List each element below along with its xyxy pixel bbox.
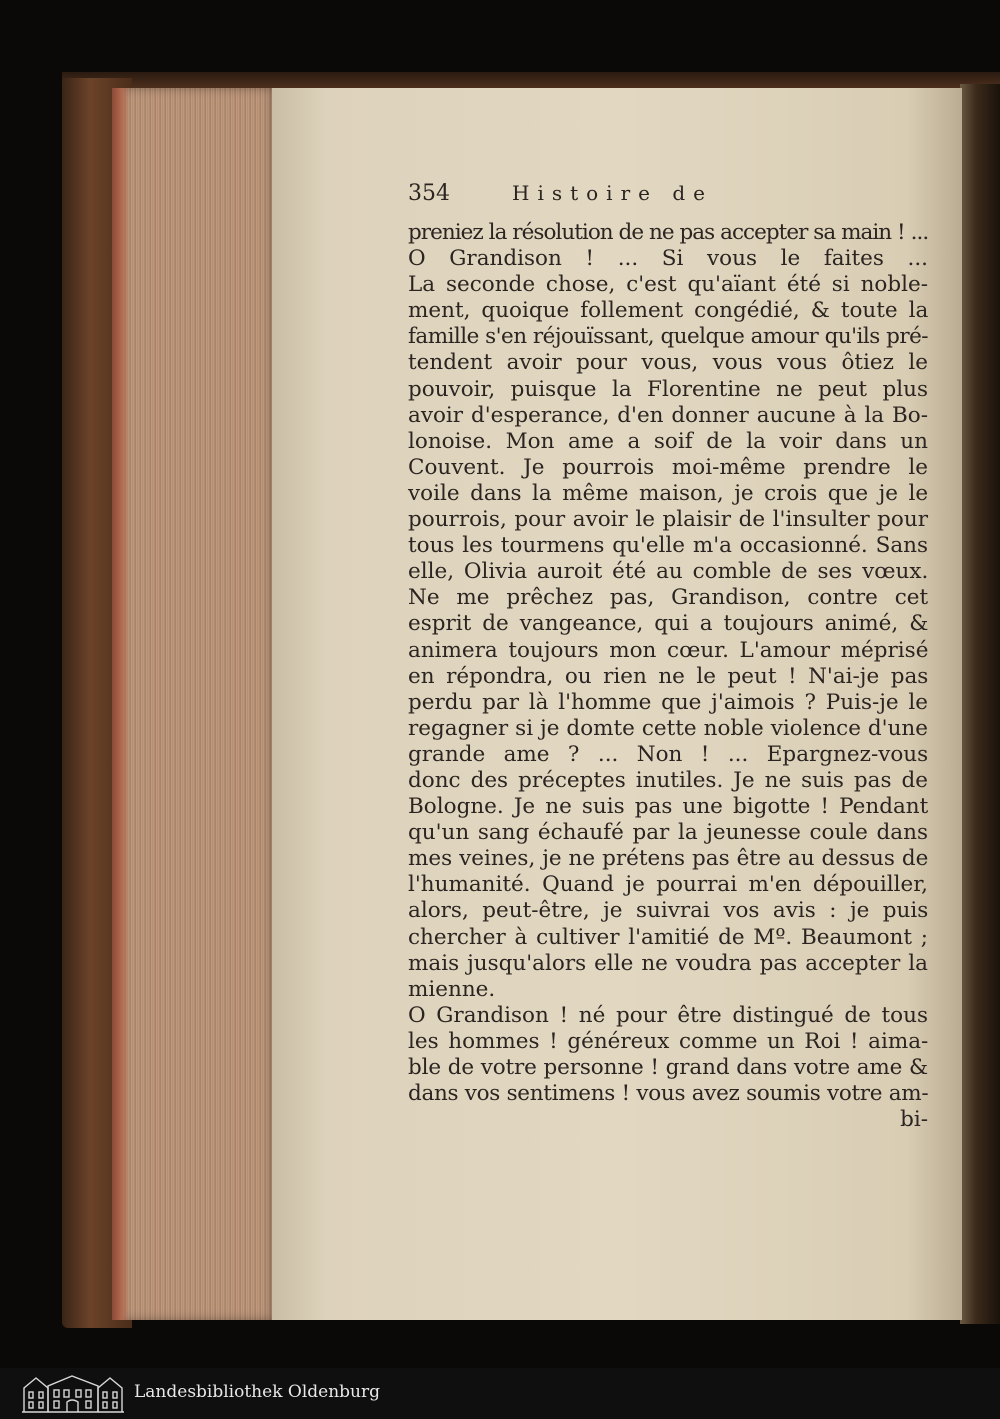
text-line: qu'un sang échaufé par la jeunesse coule dans (408, 820, 928, 846)
page-number: 354 (408, 181, 450, 206)
text-line: voile dans la même maison, je crois que je le (408, 480, 929, 506)
text-line: ble de votre personne ! grand dans votre ame & (408, 1055, 928, 1080)
running-head-title: Histoire de (512, 181, 713, 205)
text-line: lonoise. Mon ame a soif de la voir dans un (408, 428, 928, 454)
text-line: les hommes ! généreux comme un Roi ! aima- (408, 1028, 929, 1054)
text-line: preniez la résolution de ne pas accepter sa main ! ... (408, 220, 929, 245)
text-line: elle, Olivia auroit été au comble de ses vœux. (408, 559, 929, 585)
text-line: esprit de vangeance, qui a toujours animé, & (408, 611, 929, 637)
text-line: famille s'en réjouïssant, quelque amour qu'ils pré- (408, 324, 928, 350)
text-line: La seconde chose, c'est qu'aïant été si noble- (408, 272, 928, 298)
catchword: bi- (900, 1107, 928, 1133)
text-line: pouvoir, puisque la Florentine ne peut plus (408, 376, 928, 402)
library-building-icon (22, 1374, 124, 1414)
text-line: donc des préceptes inutiles. Je ne suis pas de (408, 767, 928, 793)
text-line: grande ame ? ... Non ! ... Epargnez-vous (408, 741, 929, 767)
text-lines (408, 220, 928, 1107)
text-line: tous les tourmens qu'elle m'a occasionné. Sans (408, 533, 929, 559)
page-block-edges (112, 88, 278, 1320)
text-line: mienne. (408, 976, 496, 1002)
text-line: en répondra, ou rien ne le peut ! N'ai-je pas (408, 663, 929, 689)
text-line: mes veines, je ne prétens pas être au dessus de (408, 846, 929, 872)
text-line: Ne me prêchez pas, Grandison, contre cet (408, 585, 929, 611)
facing-page-edge (960, 84, 1000, 1324)
text-line: O Grandison ! né pour être distingué de tous (408, 1002, 928, 1028)
text-line: ment, quoique follement congédié, & toute la (408, 298, 929, 324)
text-line: Couvent. Je pourrois moi-même prendre le (408, 454, 928, 480)
text-line: perdu par là l'homme que j'aimois ? Puis-je le (408, 689, 928, 715)
text-line: O Grandison ! ... Si vous le faites ... (408, 246, 928, 272)
text-line: l'humanité. Quand je pourrai m'en dépouiller, (408, 872, 928, 898)
text-line: chercher à cultiver l'amitié de Mº. Beaumont ; (408, 924, 928, 950)
library-name: Landesbibliothek Oldenburg (134, 1382, 381, 1402)
text-line: animera toujours mon cœur. L'amour méprisé (408, 637, 929, 663)
text-line: tendent avoir pour vous, vous vous ôtiez le (408, 350, 928, 376)
text-line: regagner si je domte cette noble violence d'une (408, 715, 928, 741)
running-head (408, 180, 928, 210)
text-line: mais jusqu'alors elle ne voudra pas accepter la (408, 950, 928, 976)
footer-bar (0, 1368, 1000, 1419)
text-line: Bologne. Je ne suis pas une bigotte ! Pendant (408, 794, 929, 820)
text-line: pourrois, pour avoir le plaisir de l'insulter pour (408, 507, 928, 533)
text-line: avoir d'esperance, d'en donner aucune à la Bo- (408, 402, 928, 428)
text-line: dans vos sentimens ! vous avez soumis votre am- (408, 1081, 929, 1107)
text-line: alors, peut-être, je suivrai vos avis : je puis (408, 898, 929, 924)
page-text (408, 180, 928, 1133)
